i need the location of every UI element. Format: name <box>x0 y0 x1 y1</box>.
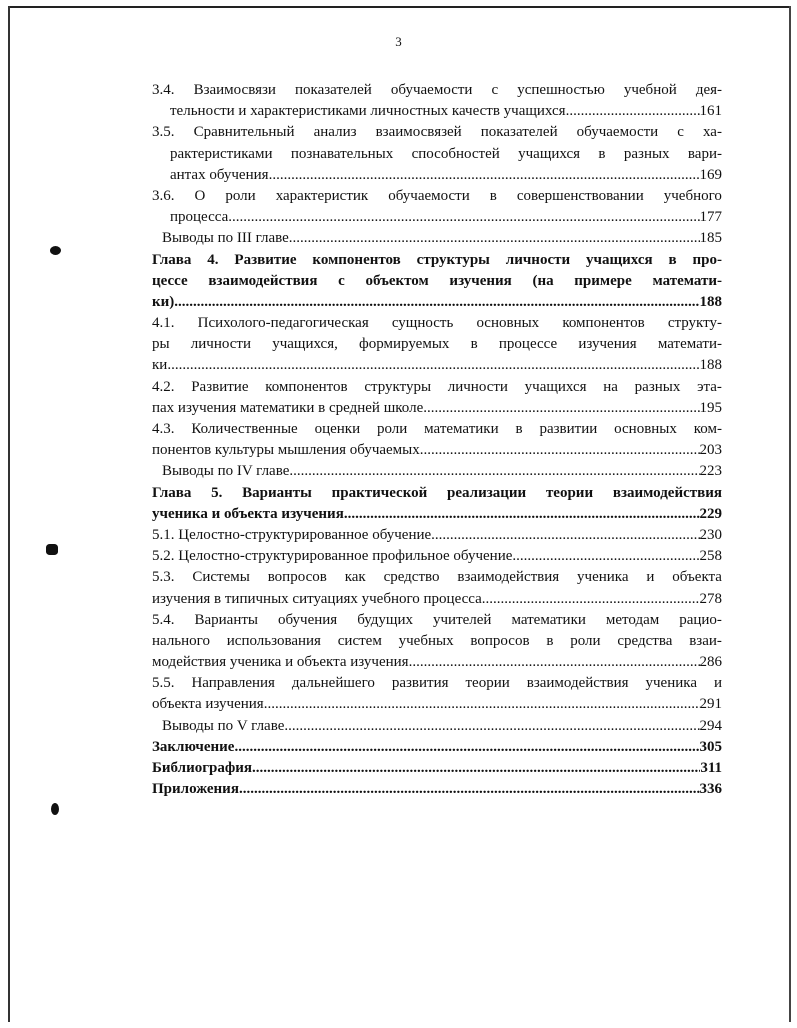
toc-chapter-5-line-1: Глава 5. Варианты практической реализации теории взаимодействия <box>152 484 722 501</box>
toc-5-2: 5.2. Целостно-структурированное профильное обучение ..... 258 <box>152 546 722 567</box>
toc-4-1-line-2: ры личности учащихся, формируемых в процессе изучения математи- <box>152 336 722 353</box>
toc-5-5-line-2: объекта изучения ..... 291 <box>152 694 722 715</box>
toc-4-2-page: 195 <box>699 399 722 416</box>
toc-conclusions-ch4: Выводы по IV главе ..... 223 <box>152 461 722 482</box>
toc-4-1-page: 188 <box>699 357 722 374</box>
toc-3-4-line-2: тельности и характеристиками личностных качеств учащихся ..... 161 <box>152 101 722 122</box>
toc-4-2-line-2: пах изучения математики в средней школе ..... 195 <box>152 398 722 419</box>
toc-3-6-page: 177 <box>699 209 722 226</box>
toc-chapter-4-line-2: цессе взаимодействия с объектом изучения (на примере математи- <box>152 272 722 289</box>
toc-conclusions-ch3: Выводы по III главе ..... 185 <box>152 228 722 249</box>
toc-4-2-line-1: 4.2. Развитие компонентов структуры личности учащихся на разных эта- <box>152 378 722 395</box>
scan-edge-top <box>8 6 791 8</box>
toc-5-4-line-3: модействия ученика и объекта изучения ..... 286 <box>152 652 722 673</box>
toc-appendices: Приложения ..... 336 <box>152 779 722 800</box>
toc-chapter-4-page: 188 <box>699 293 722 310</box>
toc-3-4-page: 161 <box>699 103 722 120</box>
toc-4-3-page: 203 <box>699 442 722 459</box>
toc-chapter-5-line-2: ученика и объекта изучения ..... 229 <box>152 504 722 525</box>
toc-5-4-line-1: 5.4. Варианты обучения будущих учителей математики методам рацио- <box>152 611 722 628</box>
toc-4-1-line-3: ки ..... 188 <box>152 355 722 376</box>
toc-5-5-page: 291 <box>699 696 722 713</box>
toc-3-6-line-2: процесса ..... 177 <box>152 207 722 228</box>
scan-mark-1 <box>50 246 61 255</box>
toc-3-5-line-1: 3.5. Сравнительный анализ взаимосвязей показателей обучаемости с ха- <box>152 124 722 141</box>
toc-chapter-4-line-3: ки) ..... 188 <box>152 292 722 313</box>
toc-bibliography: Библиография ..... 311 <box>152 758 722 779</box>
toc-5-3-line-2: изучения в типичных ситуациях учебного процесса ..... 278 <box>152 589 722 610</box>
toc-3-5-line-3: антах обучения ..... 169 <box>152 165 722 186</box>
toc-3-4-line-1: 3.4. Взаимосвязи показателей обучаемости с успешностью учебной дея- <box>152 82 722 98</box>
toc-5-5-line-1: 5.5. Направления дальнейшего развития теории взаимодействия ученика и <box>152 675 722 692</box>
scan-edge-right <box>789 6 791 1022</box>
toc-chapter-5-page: 229 <box>699 505 722 522</box>
toc-4-3-line-2: понентов культуры мышления обучаемых ..... 203 <box>152 440 722 461</box>
toc-5-1: 5.1. Целостно-структурированное обучение ..... 230 <box>152 525 722 546</box>
toc-3-5-line-2: рактеристиками познавательных способностей учащихся в разных вари- <box>170 145 722 162</box>
scan-mark-3 <box>51 803 59 815</box>
toc-conclusion: Заключение ..... 305 <box>152 737 722 758</box>
toc-conclusions-ch5: Выводы по V главе ..... 294 <box>152 716 722 737</box>
page-number: 3 <box>395 34 402 49</box>
toc-5-4-page: 286 <box>699 654 722 671</box>
toc-5-3-line-1: 5.3. Системы вопросов как средство взаимодействия ученика и объекта <box>152 569 722 586</box>
toc-chapter-4-line-1: Глава 4. Развитие компонентов структуры личности учащихся в про- <box>152 251 722 268</box>
table-of-contents <box>152 80 722 800</box>
toc-5-4-line-2: нального использования систем учебных вопросов в роли средства взаи- <box>152 632 722 649</box>
toc-3-6-line-1: 3.6. О роли характеристик обучаемости в совершенствовании учебного <box>152 187 722 204</box>
scan-mark-2 <box>46 544 58 555</box>
toc-5-3-page: 278 <box>699 590 722 607</box>
toc-4-1-line-1: 4.1. Психолого-педагогическая сущность основных компонентов структу- <box>152 315 722 332</box>
toc-4-3-line-1: 4.3. Количественные оценки роли математики в развитии основных ком- <box>152 421 722 437</box>
scan-edge-left <box>8 6 10 1022</box>
toc-3-5-page: 169 <box>699 166 722 183</box>
